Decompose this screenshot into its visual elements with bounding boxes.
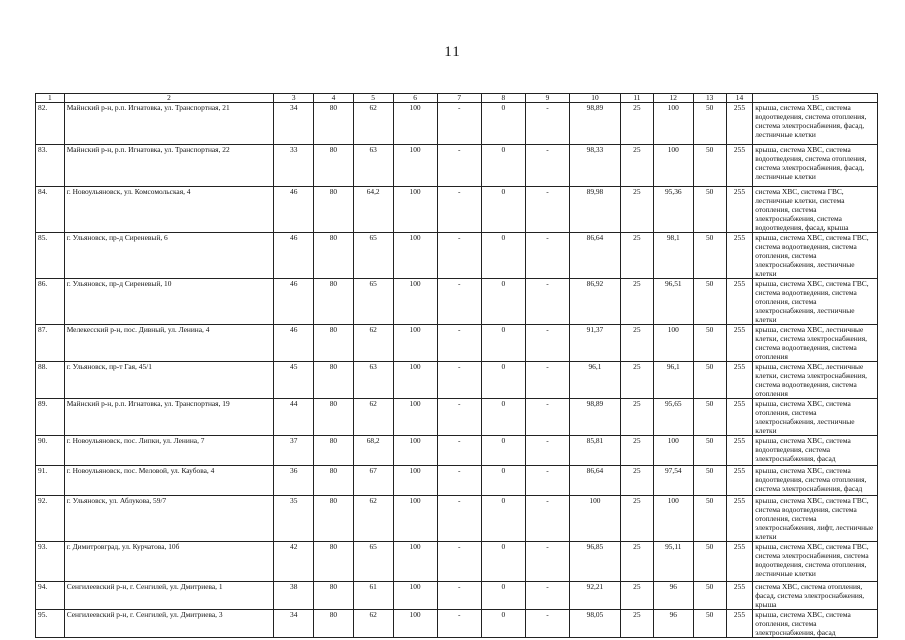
value-cell-c12: 98,1 — [653, 233, 693, 279]
value-cell-c9: - — [525, 362, 569, 399]
value-cell-c8: 0 — [481, 233, 525, 279]
value-cell-c14: 255 — [726, 362, 752, 399]
value-cell-c3: 46 — [274, 187, 314, 233]
value-cell-c6: 100 — [393, 145, 437, 187]
works-cell: система ХВС, система ГВС, лестничные клетки, система отопления, система электроснабжения, система водоотведения, фасад, крыша — [753, 187, 878, 233]
value-cell-c10: 86,64 — [570, 466, 621, 496]
value-cell-c4: 80 — [314, 542, 354, 582]
value-cell-c11: 25 — [620, 582, 653, 610]
value-cell-c12: 96,51 — [653, 279, 693, 325]
row-number: 94. — [36, 582, 65, 610]
value-cell-c11: 25 — [620, 103, 653, 145]
value-cell-c10: 91,37 — [570, 325, 621, 362]
works-cell: крыша, система ХВС, система водоотведения, система отопления, система электроснабжения, фасад, лестничные клетки — [753, 103, 878, 145]
value-cell-c10: 86,92 — [570, 279, 621, 325]
value-cell-c5: 68,2 — [353, 436, 393, 466]
column-header-1: 1 — [36, 94, 65, 103]
row-number: 89. — [36, 399, 65, 436]
address-cell: Майнский р-н, р.п. Игнатовка, ул. Транспортная, 21 — [64, 103, 274, 145]
value-cell-c11: 25 — [620, 496, 653, 542]
column-header-5: 5 — [353, 94, 393, 103]
value-cell-c14: 255 — [726, 436, 752, 466]
data-table — [35, 93, 878, 638]
value-cell-c5: 65 — [353, 542, 393, 582]
value-cell-c7: - — [437, 496, 481, 542]
row-number: 95. — [36, 610, 65, 638]
value-cell-c4: 80 — [314, 496, 354, 542]
value-cell-c14: 255 — [726, 496, 752, 542]
column-header-9: 9 — [525, 94, 569, 103]
value-cell-c9: - — [525, 145, 569, 187]
row-number: 82. — [36, 103, 65, 145]
value-cell-c8: 0 — [481, 542, 525, 582]
value-cell-c14: 255 — [726, 233, 752, 279]
value-cell-c6: 100 — [393, 279, 437, 325]
value-cell-c9: - — [525, 325, 569, 362]
value-cell-c7: - — [437, 399, 481, 436]
value-cell-c3: 38 — [274, 582, 314, 610]
value-cell-c3: 46 — [274, 233, 314, 279]
value-cell-c5: 62 — [353, 103, 393, 145]
value-cell-c6: 100 — [393, 542, 437, 582]
table-row — [36, 399, 878, 436]
value-cell-c11: 25 — [620, 436, 653, 466]
value-cell-c7: - — [437, 325, 481, 362]
column-header-15: 15 — [753, 94, 878, 103]
value-cell-c5: 61 — [353, 582, 393, 610]
value-cell-c9: - — [525, 399, 569, 436]
value-cell-c3: 44 — [274, 399, 314, 436]
value-cell-c5: 65 — [353, 233, 393, 279]
value-cell-c3: 46 — [274, 325, 314, 362]
table-row — [36, 610, 878, 638]
value-cell-c6: 100 — [393, 399, 437, 436]
value-cell-c4: 80 — [314, 362, 354, 399]
value-cell-c9: - — [525, 582, 569, 610]
value-cell-c5: 63 — [353, 362, 393, 399]
value-cell-c14: 255 — [726, 279, 752, 325]
table-row — [36, 496, 878, 542]
value-cell-c9: - — [525, 542, 569, 582]
value-cell-c8: 0 — [481, 145, 525, 187]
table-row — [36, 103, 878, 145]
value-cell-c13: 50 — [693, 103, 726, 145]
value-cell-c11: 25 — [620, 466, 653, 496]
value-cell-c5: 65 — [353, 279, 393, 325]
value-cell-c9: - — [525, 279, 569, 325]
value-cell-c6: 100 — [393, 436, 437, 466]
value-cell-c6: 100 — [393, 103, 437, 145]
address-cell: Майнский р-н, р.п. Игнатовка, ул. Транспортная, 22 — [64, 145, 274, 187]
column-header-12: 12 — [653, 94, 693, 103]
row-number: 83. — [36, 145, 65, 187]
works-cell: крыша, система ХВС, лестничные клетки, система электроснабжения, система водоотведения, система отопления — [753, 362, 878, 399]
value-cell-c13: 50 — [693, 610, 726, 638]
value-cell-c11: 25 — [620, 399, 653, 436]
value-cell-c13: 50 — [693, 466, 726, 496]
value-cell-c5: 67 — [353, 466, 393, 496]
value-cell-c5: 63 — [353, 145, 393, 187]
value-cell-c5: 62 — [353, 610, 393, 638]
page-number: 11 — [444, 44, 461, 60]
value-cell-c12: 96 — [653, 582, 693, 610]
value-cell-c7: - — [437, 362, 481, 399]
table-row — [36, 436, 878, 466]
table-row — [36, 279, 878, 325]
address-cell: Сенгилеевский р-н, г. Сенгилей, ул. Дмитриева, 3 — [64, 610, 274, 638]
value-cell-c9: - — [525, 466, 569, 496]
address-cell: г. Ульяновск, пр-д Сиреневый, 10 — [64, 279, 274, 325]
value-cell-c10: 89,98 — [570, 187, 621, 233]
value-cell-c4: 80 — [314, 145, 354, 187]
row-number: 93. — [36, 542, 65, 582]
value-cell-c5: 62 — [353, 496, 393, 542]
works-cell: система ХВС, система отопления, фасад, система электроснабжения, крыша — [753, 582, 878, 610]
value-cell-c10: 98,89 — [570, 399, 621, 436]
value-cell-c5: 62 — [353, 399, 393, 436]
value-cell-c4: 80 — [314, 399, 354, 436]
value-cell-c4: 80 — [314, 187, 354, 233]
value-cell-c14: 255 — [726, 325, 752, 362]
value-cell-c12: 96 — [653, 610, 693, 638]
address-cell: г. Ульяновск, пр-д Сиреневый, 6 — [64, 233, 274, 279]
value-cell-c7: - — [437, 279, 481, 325]
value-cell-c9: - — [525, 610, 569, 638]
value-cell-c13: 50 — [693, 325, 726, 362]
value-cell-c3: 45 — [274, 362, 314, 399]
works-cell: крыша, система ХВС, система водоотведения, система отопления, система электроснабжения, фасад, лестничные клетки — [753, 145, 878, 187]
value-cell-c11: 25 — [620, 325, 653, 362]
value-cell-c10: 98,89 — [570, 103, 621, 145]
value-cell-c12: 100 — [653, 436, 693, 466]
value-cell-c7: - — [437, 610, 481, 638]
value-cell-c8: 0 — [481, 436, 525, 466]
value-cell-c7: - — [437, 145, 481, 187]
row-number: 91. — [36, 466, 65, 496]
value-cell-c10: 85,81 — [570, 436, 621, 466]
address-cell: Майнский р-н, р.п. Игнатовка, ул. Транспортная, 19 — [64, 399, 274, 436]
value-cell-c8: 0 — [481, 466, 525, 496]
value-cell-c13: 50 — [693, 279, 726, 325]
value-cell-c6: 100 — [393, 582, 437, 610]
column-header-6: 6 — [393, 94, 437, 103]
address-cell: г. Новоульяновск, пос. Меловой, ул. Каубова, 4 — [64, 466, 274, 496]
value-cell-c12: 97,54 — [653, 466, 693, 496]
row-number: 86. — [36, 279, 65, 325]
value-cell-c7: - — [437, 542, 481, 582]
row-number: 87. — [36, 325, 65, 362]
column-header-2: 2 — [64, 94, 274, 103]
table-row — [36, 187, 878, 233]
value-cell-c8: 0 — [481, 496, 525, 542]
value-cell-c12: 100 — [653, 325, 693, 362]
value-cell-c13: 50 — [693, 496, 726, 542]
column-header-11: 11 — [620, 94, 653, 103]
value-cell-c4: 80 — [314, 610, 354, 638]
value-cell-c3: 42 — [274, 542, 314, 582]
row-number: 85. — [36, 233, 65, 279]
value-cell-c7: - — [437, 103, 481, 145]
column-header-3: 3 — [274, 94, 314, 103]
value-cell-c9: - — [525, 187, 569, 233]
value-cell-c13: 50 — [693, 145, 726, 187]
table-row — [36, 233, 878, 279]
value-cell-c4: 80 — [314, 466, 354, 496]
value-cell-c14: 255 — [726, 103, 752, 145]
value-cell-c14: 255 — [726, 187, 752, 233]
works-cell: крыша, система ХВС, лестничные клетки, система электроснабжения, система водоотведения, система отопления — [753, 325, 878, 362]
column-header-10: 10 — [570, 94, 621, 103]
value-cell-c14: 255 — [726, 542, 752, 582]
works-cell: крыша, система ХВС, система водоотведения, система отопления, система электроснабжения, фасад — [753, 466, 878, 496]
value-cell-c11: 25 — [620, 542, 653, 582]
value-cell-c3: 34 — [274, 610, 314, 638]
value-cell-c8: 0 — [481, 362, 525, 399]
value-cell-c4: 80 — [314, 233, 354, 279]
row-number: 90. — [36, 436, 65, 466]
value-cell-c6: 100 — [393, 610, 437, 638]
value-cell-c12: 100 — [653, 496, 693, 542]
value-cell-c14: 255 — [726, 145, 752, 187]
column-header-14: 14 — [726, 94, 752, 103]
value-cell-c3: 35 — [274, 496, 314, 542]
header-row — [36, 94, 878, 103]
value-cell-c6: 100 — [393, 325, 437, 362]
value-cell-c10: 100 — [570, 496, 621, 542]
table-row — [36, 582, 878, 610]
value-cell-c12: 95,65 — [653, 399, 693, 436]
works-cell: крыша, система ХВС, система отопления, система электроснабжения, лестничные клетки — [753, 399, 878, 436]
value-cell-c10: 96,85 — [570, 542, 621, 582]
value-cell-c4: 80 — [314, 279, 354, 325]
value-cell-c9: - — [525, 496, 569, 542]
value-cell-c4: 80 — [314, 436, 354, 466]
value-cell-c14: 255 — [726, 466, 752, 496]
value-cell-c11: 25 — [620, 145, 653, 187]
value-cell-c10: 96,1 — [570, 362, 621, 399]
value-cell-c8: 0 — [481, 610, 525, 638]
value-cell-c3: 36 — [274, 466, 314, 496]
value-cell-c8: 0 — [481, 399, 525, 436]
works-cell: крыша, система ХВС, система ГВС, система водоотведения, система отопления, система электроснабжения, лестничные клетки — [753, 233, 878, 279]
works-cell: крыша, система ХВС, система водоотведения, система электроснабжения, фасад — [753, 436, 878, 466]
value-cell-c3: 33 — [274, 145, 314, 187]
value-cell-c11: 25 — [620, 233, 653, 279]
value-cell-c12: 100 — [653, 103, 693, 145]
table-row — [36, 325, 878, 362]
value-cell-c13: 50 — [693, 187, 726, 233]
table-row — [36, 362, 878, 399]
address-cell: г. Димитровград, ул. Курчатова, 10б — [64, 542, 274, 582]
value-cell-c3: 37 — [274, 436, 314, 466]
value-cell-c8: 0 — [481, 279, 525, 325]
value-cell-c7: - — [437, 436, 481, 466]
value-cell-c14: 255 — [726, 582, 752, 610]
value-cell-c8: 0 — [481, 325, 525, 362]
value-cell-c14: 255 — [726, 399, 752, 436]
column-header-8: 8 — [481, 94, 525, 103]
address-cell: г. Новоульяновск, ул. Комсомольская, 4 — [64, 187, 274, 233]
value-cell-c7: - — [437, 233, 481, 279]
table-row — [36, 542, 878, 582]
value-cell-c7: - — [437, 187, 481, 233]
value-cell-c3: 34 — [274, 103, 314, 145]
value-cell-c13: 50 — [693, 399, 726, 436]
row-number: 92. — [36, 496, 65, 542]
value-cell-c10: 86,64 — [570, 233, 621, 279]
value-cell-c10: 98,33 — [570, 145, 621, 187]
column-header-4: 4 — [314, 94, 354, 103]
value-cell-c9: - — [525, 436, 569, 466]
value-cell-c12: 95,11 — [653, 542, 693, 582]
value-cell-c10: 98,05 — [570, 610, 621, 638]
works-cell: крыша, система ХВС, система ГВС, система водоотведения, система отопления, система электроснабжения, лифт, лестничные клетки — [753, 496, 878, 542]
address-cell: г. Ульяновск, ул. Аблукова, 59/7 — [64, 496, 274, 542]
value-cell-c6: 100 — [393, 466, 437, 496]
value-cell-c13: 50 — [693, 542, 726, 582]
works-cell: крыша, система ХВС, система отопления, система электроснабжения, фасад — [753, 610, 878, 638]
row-number: 88. — [36, 362, 65, 399]
row-number: 84. — [36, 187, 65, 233]
value-cell-c13: 50 — [693, 582, 726, 610]
value-cell-c11: 25 — [620, 362, 653, 399]
table-row — [36, 145, 878, 187]
value-cell-c4: 80 — [314, 103, 354, 145]
column-header-7: 7 — [437, 94, 481, 103]
value-cell-c6: 100 — [393, 496, 437, 542]
value-cell-c5: 64,2 — [353, 187, 393, 233]
value-cell-c5: 62 — [353, 325, 393, 362]
value-cell-c13: 50 — [693, 233, 726, 279]
value-cell-c10: 92,21 — [570, 582, 621, 610]
value-cell-c8: 0 — [481, 187, 525, 233]
value-cell-c7: - — [437, 466, 481, 496]
value-cell-c9: - — [525, 103, 569, 145]
address-cell: г. Ульяновск, пр-т Гая, 45/1 — [64, 362, 274, 399]
value-cell-c11: 25 — [620, 279, 653, 325]
value-cell-c14: 255 — [726, 610, 752, 638]
value-cell-c12: 96,1 — [653, 362, 693, 399]
value-cell-c13: 50 — [693, 436, 726, 466]
value-cell-c6: 100 — [393, 233, 437, 279]
value-cell-c12: 100 — [653, 145, 693, 187]
value-cell-c11: 25 — [620, 610, 653, 638]
value-cell-c4: 80 — [314, 325, 354, 362]
works-cell: крыша, система ХВС, система ГВС, система электроснабжения, система водоотведения, система отопления, лестничные клетки — [753, 542, 878, 582]
value-cell-c8: 0 — [481, 103, 525, 145]
value-cell-c13: 50 — [693, 362, 726, 399]
works-cell: крыша, система ХВС, система ГВС, система водоотведения, система отопления, система электроснабжения, лестничные клетки — [753, 279, 878, 325]
value-cell-c7: - — [437, 582, 481, 610]
value-cell-c3: 46 — [274, 279, 314, 325]
table-row — [36, 466, 878, 496]
address-cell: г. Новоульяновск, пос. Липки, ул. Ленина, 7 — [64, 436, 274, 466]
value-cell-c6: 100 — [393, 362, 437, 399]
column-header-13: 13 — [693, 94, 726, 103]
value-cell-c4: 80 — [314, 582, 354, 610]
address-cell: Мелекесский р-н, пос. Дивный, ул. Ленина, 4 — [64, 325, 274, 362]
value-cell-c8: 0 — [481, 582, 525, 610]
address-cell: Сенгилеевский р-н, г. Сенгилей, ул. Дмитриева, 1 — [64, 582, 274, 610]
value-cell-c12: 95,36 — [653, 187, 693, 233]
value-cell-c9: - — [525, 233, 569, 279]
value-cell-c6: 100 — [393, 187, 437, 233]
value-cell-c11: 25 — [620, 187, 653, 233]
